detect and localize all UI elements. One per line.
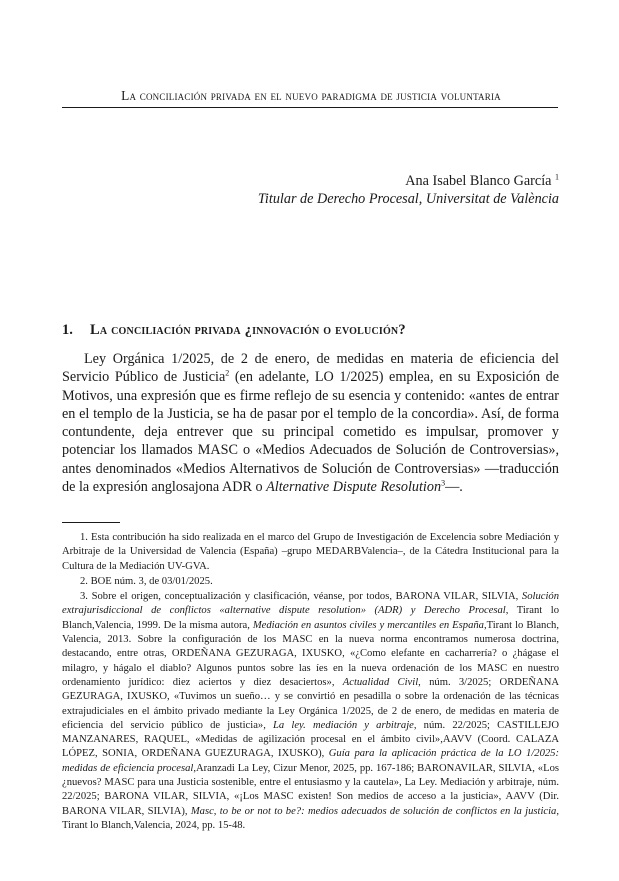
section-title: La conciliación privada ¿innovación o evolución? bbox=[90, 322, 406, 338]
footnote-ref-3[interactable]: 3 bbox=[441, 478, 446, 488]
body-text-end: —. bbox=[445, 479, 463, 496]
body-paragraph bbox=[62, 350, 559, 496]
body-text-part: (en adelante, LO 1/2025) emplea, en su Exposición de Motivos, una expresión que es firme reflejo de su esencia y contenido: «antes de entrar en el templo de la Justicia, se ha de pasar por el templo de la concordia». Así, de forma contundente, deja entrever que su principal cometido es impulsar, promover y potenciar los llamados MASC o «Medios Adecuados de Solución de Controversias», antes denominados «Medios Alternativos de Solución de Controversias» —traducción de la expresión anglosajona ADR o bbox=[62, 369, 559, 496]
footnote-3-text: , Tirant lo Blanch,Valencia, 2024, pp. 15-48. bbox=[62, 805, 559, 831]
footnote-2: 2. BOE núm. 3, de 03/01/2025. bbox=[80, 575, 213, 587]
body-text-part: Ley Orgánica 1/2025, de 2 de enero, de medidas en materia de eficiencia del Servicio Público de Justicia bbox=[62, 351, 559, 386]
footnote-3-title: Guía para la aplicación práctica de la LO 1/2025: medidas de eficiencia procesal bbox=[62, 748, 559, 774]
author-block bbox=[258, 172, 559, 208]
footnote-3-text: , núm. 3/2025; ORDEÑANA GEZURAGA, IXUSKO, «Tuvimos un sueño… y se convirtió en pesadilla o sobre la ordenación de las técnicas extrajudiciales en el ámbito privado mediante la Ley Orgánica 1/2025, de 2 de enero, de medidas en materia de eficiencia del servicio público de justicia», bbox=[62, 676, 559, 731]
author-footnote-mark[interactable]: 1 bbox=[555, 172, 559, 182]
footnote-1: 1. Esta contribución ha sido realizada en el marco del Grupo de Investigación de Excelencia sobre Mediación y Arbitraje de la Universidad de Valencia (España) –grupo MEDARBValencia–, de la Cátedra Institucional para la Cultura de la Mediación UV-GVA. bbox=[62, 532, 559, 572]
footnote-3-title: La ley. mediación y arbitraje bbox=[273, 719, 414, 731]
footnote-3-title: Actualidad Civil bbox=[342, 676, 419, 688]
footnote-3-text: 3. Sobre el origen, conceptualización y clasificación, véanse, por todos, BARONA VILAR, SILVIA, bbox=[80, 591, 522, 603]
footnote-3-title: Mediación en asuntos civiles y mercantiles en España bbox=[252, 619, 484, 631]
footnote-separator bbox=[62, 522, 120, 523]
footnote-3-text: , Tirant lo Blanch,Valencia, 1999. De la misma autora, bbox=[62, 605, 559, 631]
body-italic-term: Alternative Dispute Resolution bbox=[266, 479, 442, 496]
footnote-ref-2[interactable]: 2 bbox=[225, 368, 230, 378]
section-heading bbox=[62, 322, 562, 339]
running-head: La conciliación privada en el nuevo paradigma de justicia voluntaria bbox=[121, 88, 501, 103]
footnote-3-text: ,Aranzadi La Ley, Cizur Menor, 2025, pp. 167-186; BARONAVILAR, SILVIA, «Los ¿nuevos? MASC para una Justicia sostenible, entre el entusiasmo y la cautela», La Ley. Mediación y arbitraje, núm. 22/2025; BARONA VILAR, SILVIA, «¡Los MASC existen! Son medios de acceso a la justicia», AAVV (Dir. BARONA VILAR, SILVIA), bbox=[62, 762, 559, 817]
author-name-text: Ana Isabel Blanco García bbox=[405, 173, 552, 189]
footnote-3-text: , núm. 22/2025; CASTILLEJO MANZANARES, RAQUEL, «Medidas de agilización procesal en el ámbito civil»,AAVV (Coord. CALAZA LÓPEZ, SONIA, ORDEÑANA GUEZURAGA, IXUSKO), bbox=[62, 719, 559, 760]
footnote-3-title: Solución extrajurisdiccional de conflictos «alternative dispute resolution» (ADR) y Derecho Procesal bbox=[62, 591, 559, 617]
footnote-3-title: Masc, to be or not to be?: medios adecuados de solución de conflictos en la justicia bbox=[190, 805, 557, 817]
author-affiliation: Titular de Derecho Procesal, Universitat de València bbox=[257, 191, 559, 207]
footnote-3 bbox=[62, 590, 559, 833]
author-name bbox=[258, 172, 559, 190]
footnote-3-text: ,Tirant lo Blanch, Valencia, 2013. Sobre la configuración de los MASC en la nueva norma encontramos numerosa doctrina, destacando, entre otras, ORDEÑANA GEZURAGA, IXUSKO, «¿Como elefante en cacharrería? o ¿hágase el milagro, y hágalo el diablo? Algunos puntos sobre las íes en la nueva ordenación de los MASC en nuestro ordenamiento jurídico: diez aciertos y diez desaciertos», bbox=[62, 619, 559, 688]
running-head-rule bbox=[62, 107, 558, 108]
section-number: 1. bbox=[62, 322, 73, 338]
footnotes bbox=[62, 531, 559, 833]
